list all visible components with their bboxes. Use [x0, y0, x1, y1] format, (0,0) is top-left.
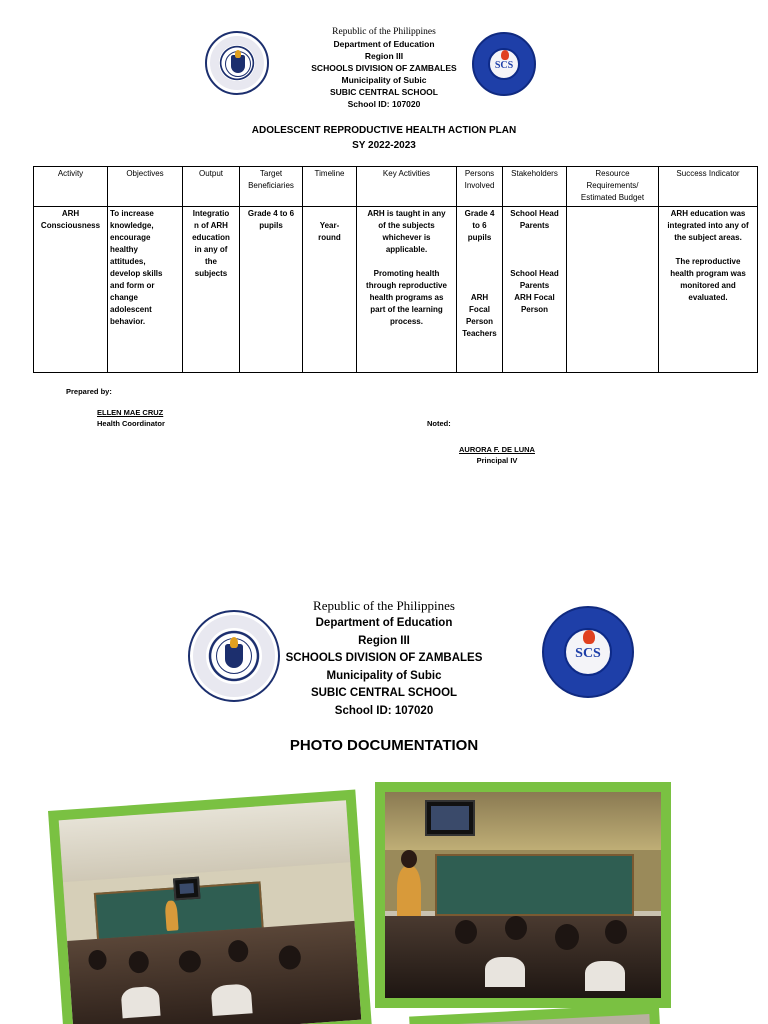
cell-success: ARH education was integrated into any of the subject areas. The reproductive health program was monitored and evaluated.	[659, 207, 758, 373]
col-output: Output	[183, 167, 240, 207]
scs-letters: SCS	[494, 60, 514, 71]
header-bottom	[0, 597, 768, 720]
cell-key-activities: ARH is taught in any of the subjects whichever is applicable. Promoting health through reproductive health programs as part of the learning process.	[357, 207, 457, 373]
cell-timeline: Year- round	[303, 207, 357, 373]
photo-classroom-2	[375, 782, 671, 1008]
header2-division: SCHOOLS DIVISION OF ZAMBALES	[285, 652, 483, 664]
table-row	[34, 207, 758, 373]
noted-role: Principal IV	[476, 456, 518, 465]
header-region: Region III	[364, 51, 404, 61]
cell-target: Grade 4 to 6 pupils	[240, 207, 303, 373]
cell-persons: Grade 4 to 6 pupils ARH Focal Person Teachers	[457, 207, 503, 373]
noted-name: AURORA F. DE LUNA	[459, 445, 535, 454]
col-key-activities: Key Activities	[357, 167, 457, 207]
photo-classroom-1	[48, 790, 372, 1024]
cell-resource	[567, 207, 659, 373]
prepared-role: Health Coordinator	[97, 419, 165, 428]
photo-documentation-title: PHOTO DOCUMENTATION	[289, 737, 479, 754]
header-municipality: Municipality of Subic	[341, 75, 427, 85]
header2-municipality: Municipality of Subic	[326, 669, 442, 682]
col-persons: Persons Involved	[457, 167, 503, 207]
header2-republic: Republic of the Philippines	[313, 598, 455, 613]
col-objectives: Objectives	[108, 167, 183, 207]
header-school-id: School ID: 107020	[347, 99, 421, 109]
cell-objectives: To increase knowledge, encourage healthy attitudes, develop skills and form or change adolescent behavior.	[108, 207, 183, 373]
col-stakeholders: Stakeholders	[503, 167, 567, 207]
cell-output: Integratio n of ARH education in any of the subjects	[183, 207, 240, 373]
plan-school-year: SY 2022-2023	[352, 140, 416, 151]
header-division: SCHOOLS DIVISION OF ZAMBALES	[311, 63, 457, 73]
cell-activity: ARH Consciousness	[34, 207, 108, 373]
prepared-label: Prepared by:	[66, 387, 112, 396]
col-success: Success Indicator	[659, 167, 758, 207]
prepared-block	[97, 407, 165, 429]
plan-title: ADOLESCENT REPRODUCTIVE HEALTH ACTION PLAN	[251, 125, 517, 136]
col-resource: Resource Requirements/ Estimated Budget	[567, 167, 659, 207]
action-plan-table	[33, 166, 758, 373]
col-activity: Activity	[34, 167, 108, 207]
scs-seal-logo-2	[542, 606, 634, 698]
table-header-row	[34, 167, 758, 207]
noted-label: Noted:	[427, 419, 451, 428]
header2-department: Department of Education	[315, 617, 453, 629]
header-top	[0, 26, 768, 110]
header2-region: Region III	[358, 634, 410, 647]
header-republic: Republic of the Philippines	[332, 27, 436, 37]
scs-seal-logo	[472, 32, 536, 96]
prepared-name: ELLEN MAE CRUZ	[97, 408, 164, 417]
col-timeline: Timeline	[303, 167, 357, 207]
header-school: SUBIC CENTRAL SCHOOL	[330, 87, 438, 97]
header2-school-id: School ID: 107020	[334, 704, 434, 717]
scs-letters-2: SCS	[575, 646, 601, 661]
noted-block	[459, 444, 535, 466]
cell-stakeholders: School Head Parents School Head Parents ARH Focal Person	[503, 207, 567, 373]
col-target: Target Beneficiaries	[240, 167, 303, 207]
header-department: Department of Education	[333, 39, 435, 49]
header2-school: SUBIC CENTRAL SCHOOL	[310, 687, 458, 699]
